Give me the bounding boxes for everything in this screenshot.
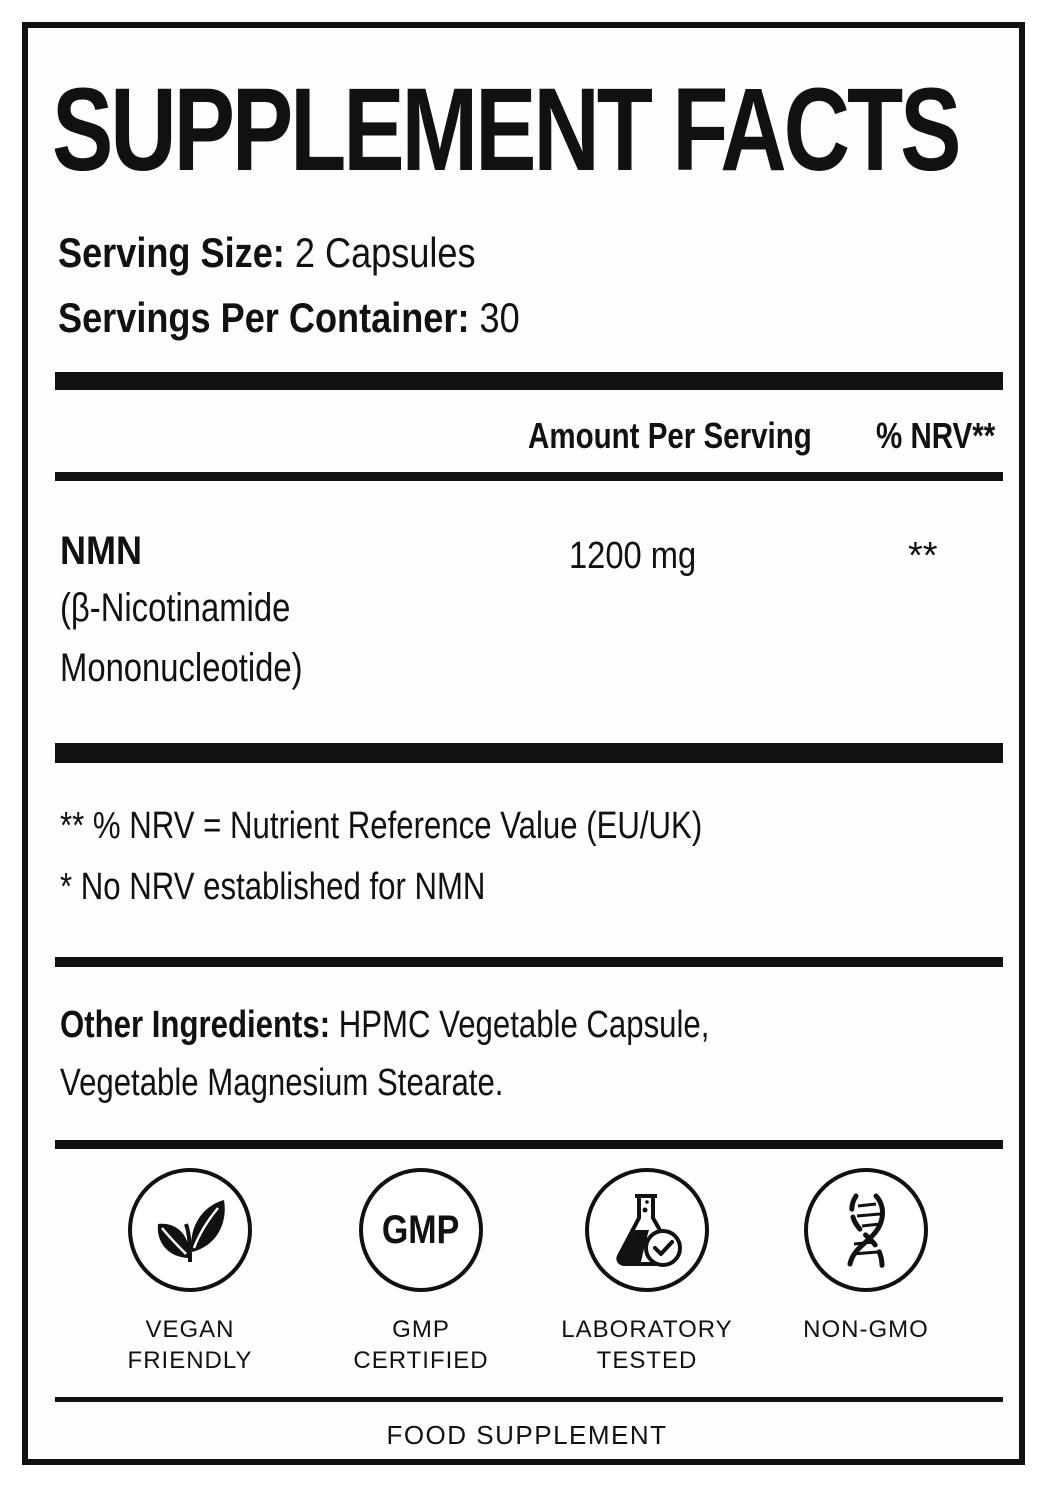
serving-size bbox=[58, 228, 476, 278]
divider bbox=[55, 1140, 1003, 1149]
header-divider bbox=[55, 472, 1003, 481]
badge-circle bbox=[585, 1168, 709, 1292]
badge-circle bbox=[804, 1168, 928, 1292]
badge-vegan-friendly bbox=[90, 1168, 290, 1376]
badge-non-gmo bbox=[766, 1168, 966, 1345]
divider bbox=[55, 957, 1003, 967]
ingredient-nrv: ** bbox=[908, 535, 938, 577]
amount-column-header: Amount Per Serving bbox=[528, 415, 812, 456]
other-ingredients-value-1: HPMC Vegetable Capsule, bbox=[338, 1004, 710, 1046]
gmp-icon: GMP bbox=[382, 1207, 460, 1252]
badge-gmp-certified bbox=[321, 1168, 521, 1376]
other-ingredients-line-2: Vegetable Magnesium Stearate. bbox=[60, 1062, 504, 1104]
leaf-icon bbox=[148, 1188, 232, 1272]
thick-divider bbox=[55, 372, 1003, 390]
footer-divider bbox=[55, 1397, 1003, 1402]
dna-icon bbox=[824, 1188, 908, 1272]
other-ingredients-label: Other Ingredients: bbox=[60, 1004, 331, 1046]
servings-per-container bbox=[58, 293, 520, 343]
footnote-nrv-definition: ** % NRV = Nutrient Reference Value (EU/UK) bbox=[60, 805, 703, 847]
badge-label: NON-GMO bbox=[803, 1316, 929, 1343]
flask-check-icon bbox=[605, 1188, 689, 1272]
badge-circle bbox=[128, 1168, 252, 1292]
ingredient-description-line-2: Mononucleotide) bbox=[60, 646, 303, 690]
footer-food-supplement: FOOD SUPPLEMENT bbox=[386, 1420, 668, 1450]
serving-size-label: Serving Size: bbox=[58, 229, 285, 276]
badge-label: LABORATORY TESTED bbox=[561, 1316, 733, 1374]
badge-label: VEGAN FRIENDLY bbox=[127, 1316, 253, 1374]
servings-per-container-value: 30 bbox=[479, 294, 520, 341]
ingredient-description-line-1: (β-Nicotinamide bbox=[60, 586, 291, 630]
badge-label: GMP CERTIFIED bbox=[353, 1316, 489, 1374]
badge-circle bbox=[359, 1168, 483, 1292]
badge-laboratory-tested bbox=[547, 1168, 747, 1376]
serving-size-value: 2 Capsules bbox=[294, 229, 476, 276]
ingredient-name: NMN bbox=[60, 529, 142, 573]
servings-per-container-label: Servings Per Container: bbox=[58, 294, 470, 341]
nrv-column-header: % NRV** bbox=[876, 415, 996, 456]
footnote-no-nrv: * No NRV established for NMN bbox=[60, 866, 486, 908]
thick-divider bbox=[55, 743, 1003, 763]
page-title: SUPPLEMENT FACTS bbox=[52, 64, 959, 196]
other-ingredients-line-1 bbox=[60, 1002, 709, 1048]
ingredient-amount: 1200 mg bbox=[569, 535, 697, 577]
